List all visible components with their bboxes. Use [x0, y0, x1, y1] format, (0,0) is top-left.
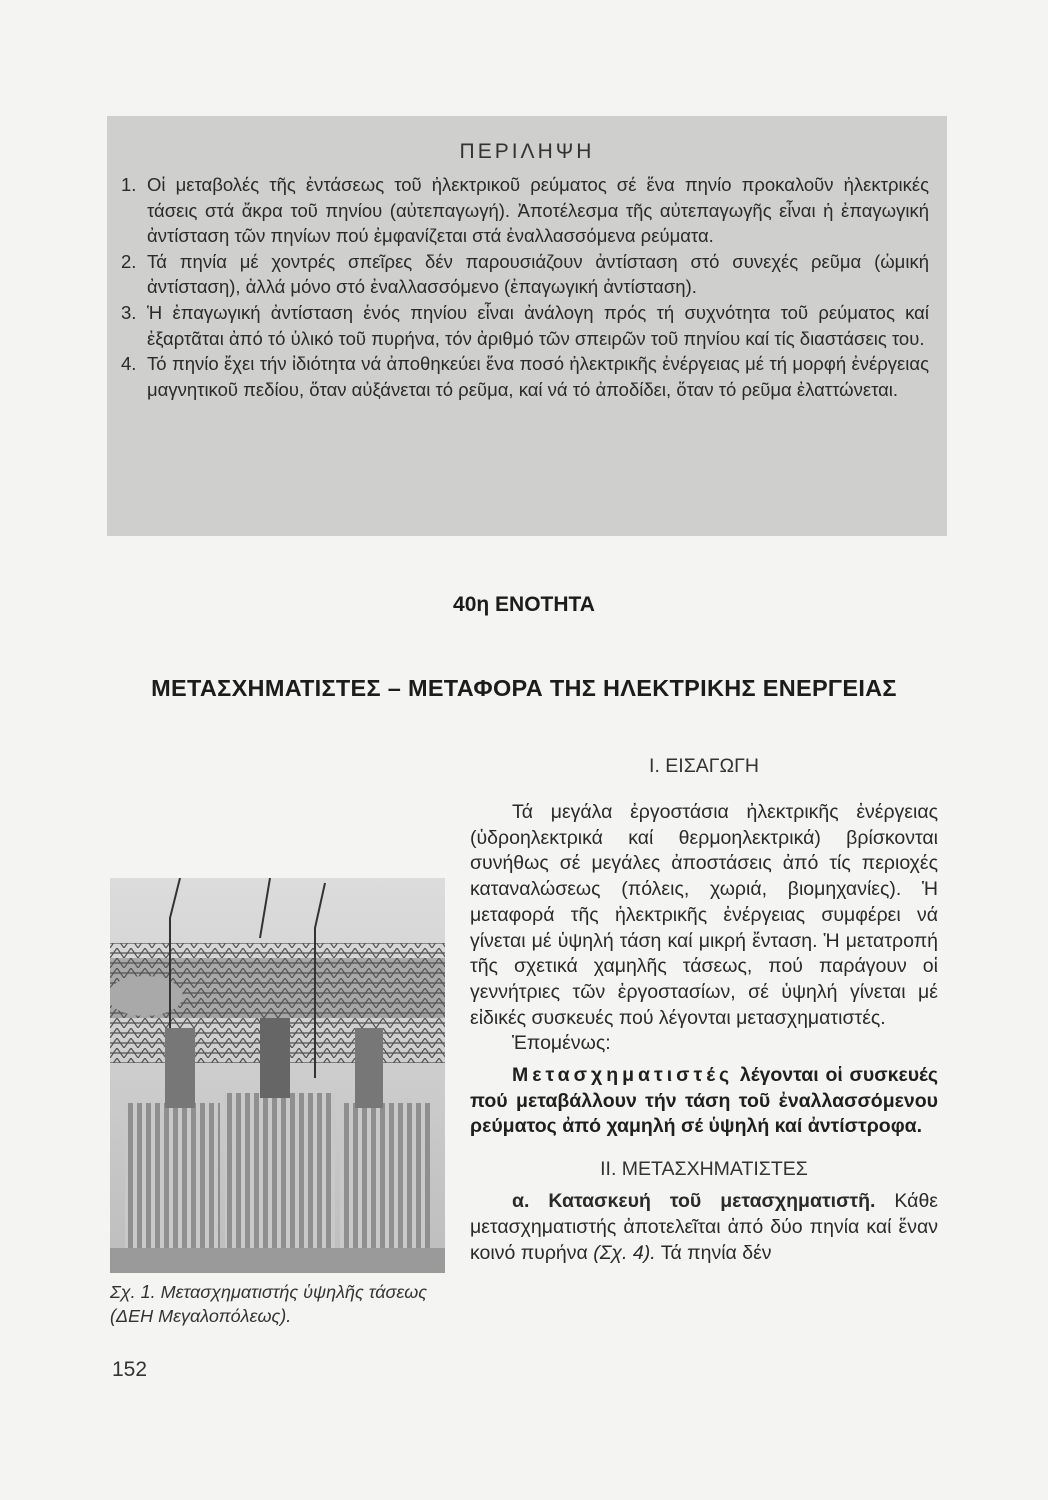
summary-item-number: 2.: [121, 250, 137, 272]
summary-item: [121, 249, 929, 300]
subsection-paragraph: [470, 1189, 938, 1266]
summary-item-text: Οἱ μεταβολές τῆς ἐντάσεως τοῦ ἠλεκτρικοῦ ρεύματος σέ ἕνα πηνίο προκαλοῦν ἠλεκτρικές τάσεις στά ἄκρα τοῦ πηνίου (αὐτεπαγωγή). Ἀποτέλεσμα τῆς αὐτεπαγωγῆς εἶναι ἡ ἐπαγωγική ἀντίσταση τῶν πηνίων πού ἐμφανίζεται στά ἐναλλασσόμενα ρεύματα.: [147, 174, 929, 247]
section2-heading: II. ΜΕΤΑΣΧΗΜΑΤΙΣΤΕΣ: [600, 1158, 808, 1181]
definition: [470, 1063, 938, 1140]
definition-text: λέγονται οἱ συσκευές πού μεταβάλλουν τήν τάση τοῦ ἐναλλασσόμενου ρεύματος ἀπό χαμηλή σέ ὑψηλή καί ἀντίστροφα.: [470, 1064, 938, 1138]
intro-paragraph: Τά μεγάλα ἐργοστάσια ἠλεκτρικῆς ἐνέργειας (ὑδροηλεκτρικά καί θερμοηλεκτρικά) βρίσκονται συνήθως σέ μεγάλες ἀποστάσεις ἀπό τίς περιοχές καταναλώσεως (πόλεις, χωριά, βιομηχανίες). Ἡ μεταφορά τῆς ἠλεκτρικῆς ἐνέργειας συμφέρει νά γίνεται μέ ὑψηλή τάση καί μικρή ἔνταση. Ἡ μετατροπή τῆς σχετικά χαμηλῆς τάσεως, πού παράγουν οἱ γεννήτριες τῶν ἐργοστασίων, σέ ὑψηλή γίνεται μέ εἰδικές συσκευές πού λέγονται μετασχηματιστές.: [470, 801, 938, 1029]
subsection-label: α. Κατασκευή τοῦ μετασχηματιστῆ.: [512, 1190, 876, 1213]
summary-list: [121, 172, 929, 402]
summary-item-number: 4.: [121, 353, 137, 375]
summary-item: [121, 172, 929, 249]
main-text-column: [470, 755, 938, 1266]
summary-item-text: Τά πηνία μέ χοντρές σπεῖρες δέν παρουσιάζουν ἀντίσταση στό συνεχές ρεῦμα (ὠμική ἀντίσταση), ἀλλά μόνο στό ἐναλλασσόμενο (ἐπαγωγική ἀντίσταση).: [147, 250, 929, 298]
intro-heading: I. ΕΙΣΑΓΩΓΗ: [649, 755, 759, 777]
summary-box: [107, 116, 947, 536]
page-number: 152: [112, 1358, 148, 1381]
chapter-title: ΜΕΤΑΣΧΗΜΑΤΙΣΤΕΣ – ΜΕΤΑΦΟΡΑ ΤΗΣ ΗΛΕΚΤΡΙΚΗΣ ΕΝΕΡΓΕΙΑΣ: [151, 675, 897, 701]
figure-reference: (Σχ. 4).: [593, 1241, 656, 1264]
definition-term: Μετασχηματιστές: [512, 1064, 734, 1087]
summary-item-text: Ἡ ἐπαγωγική ἀντίσταση ἑνός πηνίου εἶναι ἀνάλογη πρός τή συχνότητα τοῦ ρεύματος καί ἐξαρτᾶται ἀπό τό ὑλικό τοῦ πυρήνα, τόν ἀριθμό τῶν σπειρῶν τοῦ πηνίου καί τίς διαστάσεις του.: [147, 301, 929, 349]
consequently-text: Ἑπομένως:: [512, 1032, 611, 1055]
section-number: 40η ΕΝΟΤΗΤΑ: [453, 593, 595, 616]
subsection-text-end: Τά πηνία δέν: [655, 1241, 772, 1264]
summary-title: ΠΕΡΙΛΗΨΗ: [459, 140, 595, 163]
summary-item-text: Τό πηνίο ἔχει τήν ἰδιότητα νά ἀποθηκεύει ἕνα ποσό ἠλεκτρικῆς ἐνέργειας μέ τή μορφή ἐνέργειας μαγνητικοῦ πεδίου, ὅταν αὐξάνεται τό ρεῦμα, καί νά τό ἀποδίδει, ὅταν τό ρεῦμα ἐλαττώνεται.: [147, 353, 929, 400]
summary-item-number: 1.: [121, 174, 137, 195]
figure-caption: Σχ. 1. Μετασχηματιστής ὑψηλῆς τάσεως (ΔΕΗ Μεγαλοπόλεως).: [110, 1282, 428, 1326]
subsection-text: Κάθε μετασχηματιστής ἀποτελεῖται ἀπό δύο πηνία καί ἕναν κοινό πυρήνα: [470, 1190, 938, 1264]
summary-item-number: 3.: [121, 301, 137, 323]
summary-item: [121, 300, 929, 351]
transformer-photo: [110, 878, 445, 1273]
summary-item: [121, 351, 929, 402]
